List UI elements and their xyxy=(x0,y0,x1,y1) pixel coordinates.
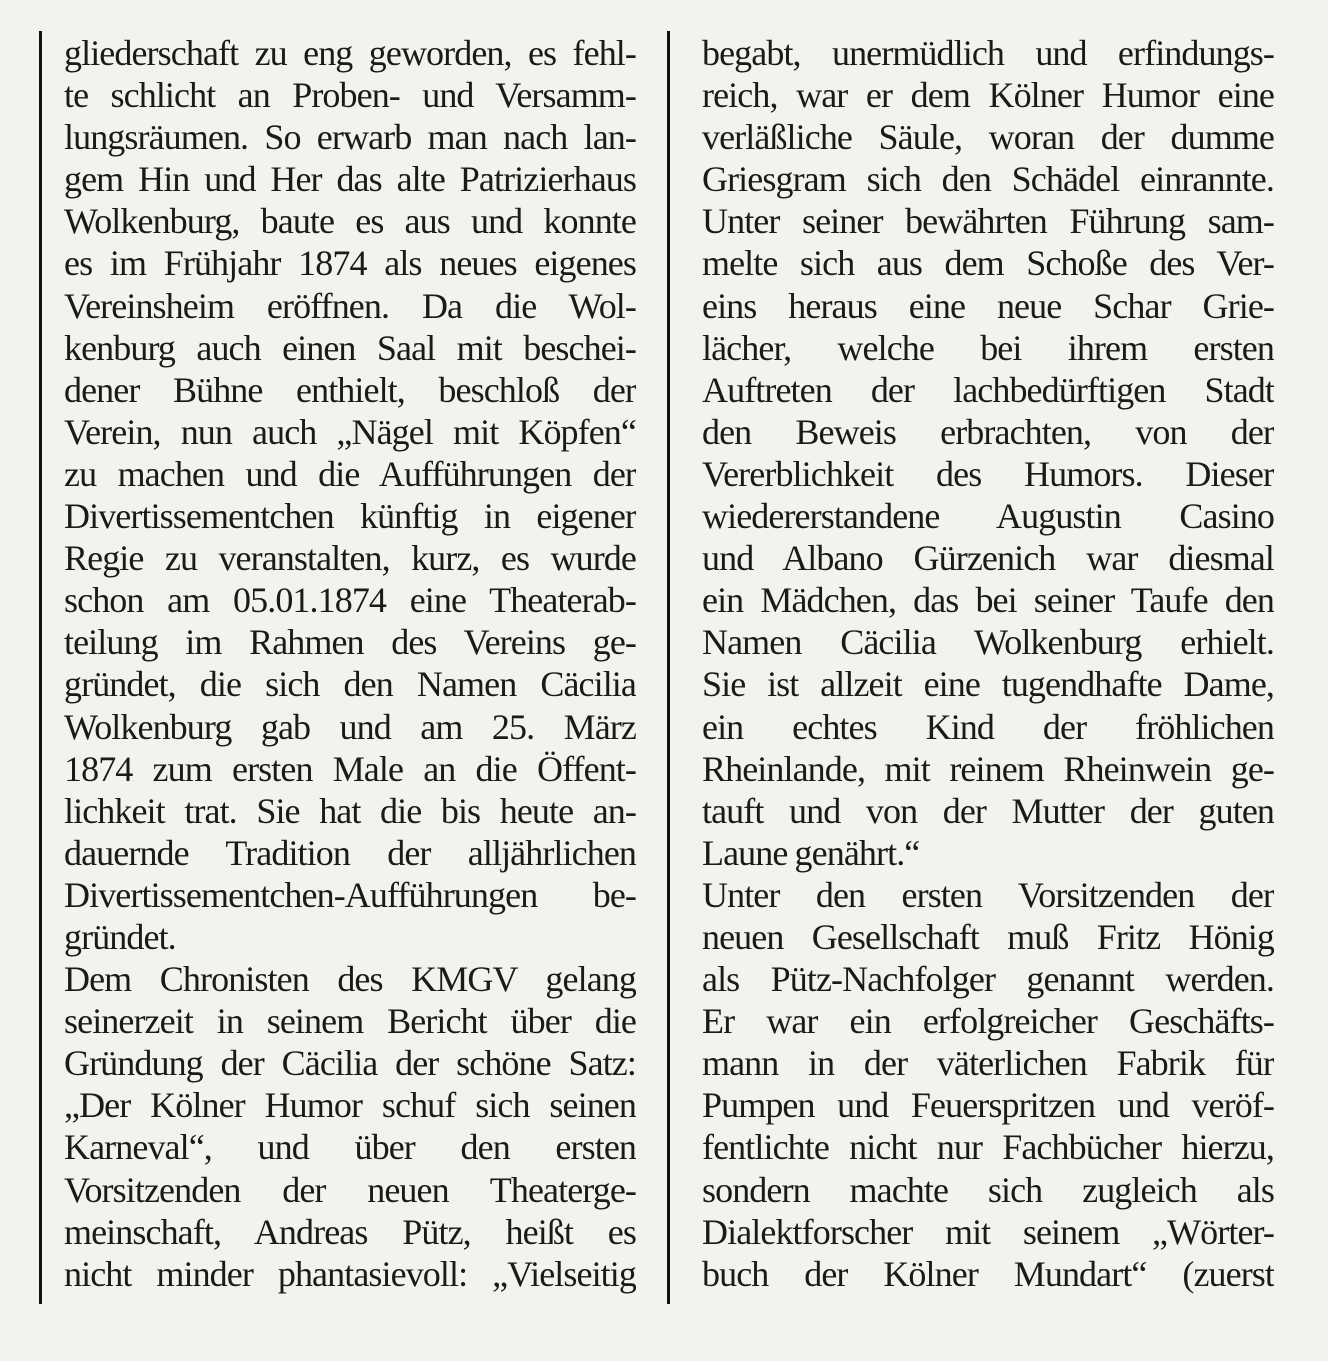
text-line: und Albano Gürzenich war diesmal xyxy=(702,538,1274,579)
text-line: schon am 05.01.1874 eine Theaterab- xyxy=(64,580,636,621)
text-line: gründet, die sich den Namen Cäcilia xyxy=(64,664,636,705)
text-line: Karneval“, und über den ersten xyxy=(64,1127,636,1168)
text-line: Divertissementchen künftig in eigener xyxy=(64,496,636,537)
text-line: ein Mädchen, das bei seiner Taufe den xyxy=(702,580,1274,621)
text-line: nicht minder phantasievoll: „Vielseitig xyxy=(64,1253,636,1294)
text-line: gem Hin und Her das alte Patrizierhaus xyxy=(64,159,636,200)
text-line: Griesgram sich den Schädel einrannte. xyxy=(702,159,1274,200)
paragraph-end-line: Laune genährt.“ xyxy=(702,832,920,873)
text-line: dauernde Tradition der alljährlichen xyxy=(64,832,636,873)
text-line: lächer, welche bei ihrem ersten xyxy=(702,327,1274,368)
text-line: 1874 zum ersten Male an die Öffent- xyxy=(64,748,636,789)
text-line: Namen Cäcilia Wolkenburg erhielt. xyxy=(702,622,1274,663)
text-line: melte sich aus dem Schoße des Ver- xyxy=(702,243,1274,284)
text-line: gliederschaft zu eng geworden, es fehl- xyxy=(64,33,636,73)
text-line: dener Bühne enthielt, beschloß der xyxy=(64,369,636,410)
text-line: als Pütz-Nachfolger genannt werden. xyxy=(702,959,1274,1000)
text-line: meinschaft, Andreas Pütz, heißt es xyxy=(64,1211,636,1252)
text-line: kenburg auch einen Saal mit beschei- xyxy=(64,327,636,368)
text-line: sondern machte sich zugleich als xyxy=(702,1169,1274,1210)
text-line: reich, war er dem Kölner Humor eine xyxy=(702,75,1274,116)
text-line: den Beweis erbrachten, von der xyxy=(702,411,1274,452)
text-line: Vererblichkeit des Humors. Dieser xyxy=(702,453,1274,494)
text-line: Regie zu veranstalten, kurz, es wurde xyxy=(64,538,636,579)
text-line: Sie ist allzeit eine tugendhafte Dame, xyxy=(702,664,1274,705)
text-column-left xyxy=(64,32,636,1295)
text-line: begabt, unermüdlich und erfindungs- xyxy=(702,33,1274,73)
text-line: Er war ein erfolgreicher Geschäfts- xyxy=(702,1001,1274,1042)
text-line: ein echtes Kind der fröhlichen xyxy=(702,706,1274,747)
text-line: es im Frühjahr 1874 als neues eigenes xyxy=(64,243,636,284)
text-line: buch der Kölner Mundart“ (zuerst xyxy=(702,1253,1274,1294)
text-line: seinerzeit in seinem Bericht über die xyxy=(64,1001,636,1042)
text-line: wiedererstandene Augustin Casino xyxy=(702,496,1274,537)
text-line: Dialektforscher mit seinem „Wörter- xyxy=(702,1211,1274,1252)
text-line: Vereinsheim eröffnen. Da die Wol- xyxy=(64,285,636,326)
text-line: fentlichte nicht nur Fachbücher hierzu, xyxy=(702,1127,1274,1168)
text-line: te schlicht an Proben- und Versamm- xyxy=(64,75,636,116)
middle-column-rule xyxy=(667,31,670,1304)
text-line: verläßliche Säule, woran der dumme xyxy=(702,117,1274,158)
paragraph-end-line: gründet. xyxy=(64,916,176,957)
left-column-rule xyxy=(39,31,42,1304)
text-line: zu machen und die Aufführungen der xyxy=(64,453,636,494)
text-line: Verein, nun auch „Nägel mit Köpfen“ xyxy=(64,411,636,452)
text-line: tauft und von der Mutter der guten xyxy=(702,790,1274,831)
text-line: Unter den ersten Vorsitzenden der xyxy=(702,874,1274,915)
text-line: teilung im Rahmen des Vereins ge- xyxy=(64,622,636,663)
text-line: Wolkenburg, baute es aus und konnte xyxy=(64,201,636,242)
text-line: neuen Gesellschaft muß Fritz Hönig xyxy=(702,916,1274,957)
text-line: Pumpen und Feuerspritzen und veröf- xyxy=(702,1085,1274,1126)
text-line: Gründung der Cäcilia der schöne Satz: xyxy=(64,1043,636,1084)
text-line: Rheinlande, mit reinem Rheinwein ge- xyxy=(702,748,1274,789)
text-line: lungsräumen. So erwarb man nach lan- xyxy=(64,117,636,158)
text-column-right xyxy=(702,32,1274,1295)
text-line: Divertissementchen-Aufführungen be- xyxy=(64,874,636,915)
text-line: Unter seiner bewährten Führung sam- xyxy=(702,201,1274,242)
text-line: mann in der väterlichen Fabrik für xyxy=(702,1043,1274,1084)
text-line: Vorsitzenden der neuen Theaterge- xyxy=(64,1169,636,1210)
text-line: Auftreten der lachbedürftigen Stadt xyxy=(702,369,1274,410)
text-line: Wolkenburg gab und am 25. März xyxy=(64,706,636,747)
text-line: eins heraus eine neue Schar Grie- xyxy=(702,285,1274,326)
text-line: lichkeit trat. Sie hat die bis heute an- xyxy=(64,790,636,831)
text-line: Dem Chronisten des KMGV gelang xyxy=(64,959,636,1000)
text-line: „Der Kölner Humor schuf sich seinen xyxy=(64,1085,636,1126)
